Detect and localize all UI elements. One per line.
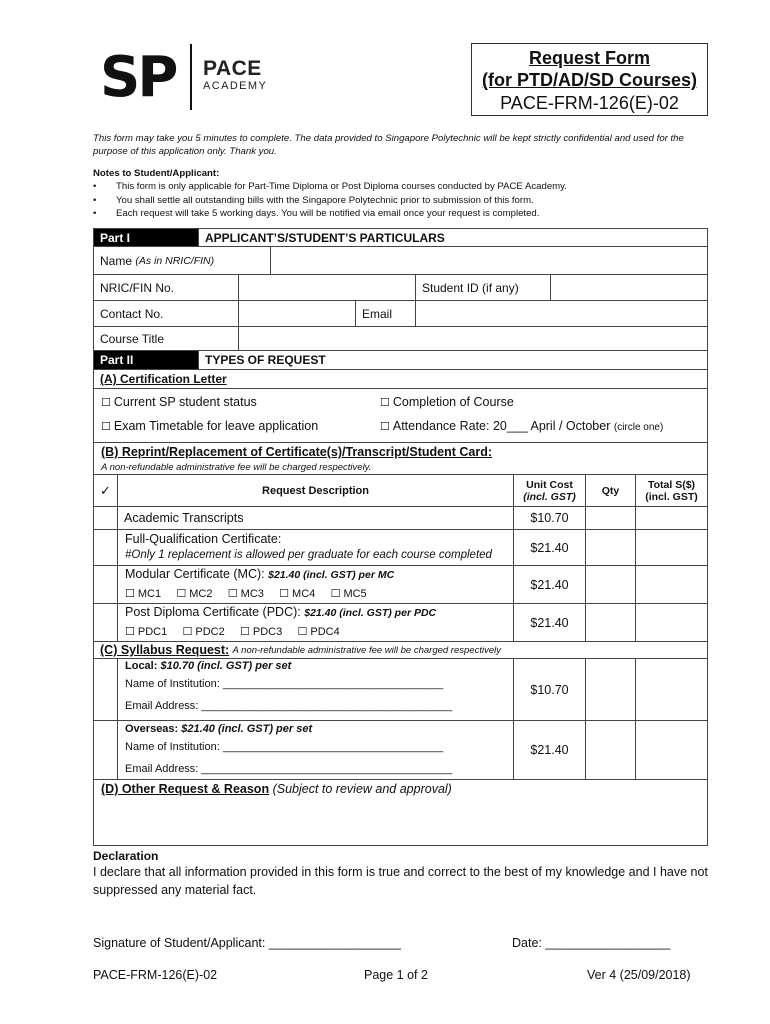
local-title-line: [125, 660, 291, 672]
mc-label: MC3: [240, 588, 264, 600]
course-label: Course Title: [93, 326, 239, 351]
section-c-heading: (C) Syllabus Request:: [100, 643, 230, 657]
part2-label: Part II: [93, 350, 199, 370]
section-b-heading-cell: [93, 442, 708, 475]
pdc-label: PDC1: [137, 626, 168, 638]
checkbox-icon: ☐: [297, 625, 308, 638]
student-id-label: Student ID (if any): [415, 274, 551, 301]
form-title-box: [471, 43, 708, 116]
option-exam-timetable[interactable]: [101, 419, 318, 433]
fullqual-check-cell[interactable]: [93, 529, 118, 566]
pdc-option[interactable]: [125, 626, 167, 638]
logo-divider: [190, 44, 192, 110]
pdc-option[interactable]: [298, 626, 340, 638]
local-qty[interactable]: [585, 658, 636, 721]
checkbox-icon: ☐: [125, 587, 135, 600]
name-hint: (As in NRIC/FIN): [135, 254, 215, 267]
sp-logo: SP: [100, 45, 176, 110]
form-subtitle: (for PTD/AD/SD Courses): [481, 70, 697, 90]
form-title: Request Form: [528, 48, 651, 68]
option-label: Exam Timetable for leave application: [113, 419, 319, 433]
part1-title: APPLICANT’S/STUDENT’S PARTICULARS: [198, 228, 708, 247]
section-a-options: [93, 388, 708, 443]
pdc-label: PDC2: [195, 626, 225, 638]
checkbox-icon: ☐: [227, 587, 238, 600]
pdc-qty[interactable]: [585, 603, 636, 642]
qty-column-header: Qty: [585, 474, 636, 507]
unit-cost-column-header: [513, 474, 586, 507]
form-code: PACE-FRM-126(E)-02: [500, 93, 679, 113]
transcript-total[interactable]: [635, 506, 708, 530]
note-item: • You shall settle all outstanding bills with the Singapore Polytechnic prior to submission of this form.: [93, 194, 713, 208]
local-title: Local:: [125, 660, 158, 672]
section-d-note: (Subject to review and approval): [272, 782, 452, 796]
total-column-header: [635, 474, 708, 507]
intro-text: This form may take you 5 minutes to complete. The data provided to Singapore Polytechnic will be kept strictly confidential and used for the purpose of this application only. Thank you.: [93, 133, 684, 157]
email-label: Email: [355, 300, 416, 327]
name-label-cell: [93, 246, 271, 275]
pdc-options: [125, 625, 340, 638]
section-c-heading-cell: [93, 641, 708, 659]
footer-version: Ver 4 (25/09/2018): [587, 968, 691, 982]
section-d-heading-line: [101, 782, 452, 796]
fullqual-desc-cell: [117, 529, 514, 566]
section-d-cell[interactable]: [93, 779, 708, 846]
fullqual-cost: $21.40: [513, 529, 586, 566]
overseas-desc-cell: [117, 720, 514, 780]
mc-option[interactable]: [228, 588, 264, 600]
contact-label: Contact No.: [93, 300, 239, 327]
section-b-heading: (B) Reprint/Replacement of Certificate(s)/Transcript/Student Card:: [101, 445, 493, 459]
total-sublabel: (incl. GST): [645, 490, 698, 503]
email-field[interactable]: [415, 300, 708, 327]
name-field[interactable]: [270, 246, 708, 275]
fullqual-total[interactable]: [635, 529, 708, 566]
checkbox-icon: ☐: [182, 625, 193, 638]
modular-desc: Modular Certificate (MC):: [125, 567, 265, 581]
mc-label: MC1: [137, 588, 162, 600]
transcript-qty[interactable]: [585, 506, 636, 530]
fullqual-qty[interactable]: [585, 529, 636, 566]
local-email-field[interactable]: Email Address: _________________________________________: [125, 700, 453, 712]
local-desc-cell: [117, 658, 514, 721]
overseas-total[interactable]: [635, 720, 708, 780]
signature-field[interactable]: Signature of Student/Applicant: ___________________: [93, 936, 401, 950]
section-b-note: A non-refundable administrative fee will be charged respectively.: [101, 462, 372, 473]
overseas-price: $21.40 (incl. GST) per set: [181, 723, 313, 735]
modular-price: $21.40 (incl. GST) per MC: [268, 569, 395, 581]
note-item: • This form is only applicable for Part-Time Diploma or Post Diploma courses conducted by PACE Academy.: [93, 180, 713, 194]
transcript-cost: $10.70: [513, 506, 586, 530]
declaration-text: I declare that all information provided in this form is true and correct to the best of my knowledge and I have not suppressed any material fact.: [93, 865, 708, 897]
overseas-institution-field[interactable]: Name of Institution: ____________________________________: [125, 741, 444, 753]
option-note: (circle one): [613, 422, 664, 433]
overseas-title-line: [125, 723, 312, 735]
notes-list: [93, 180, 713, 221]
option-label: Attendance Rate: 20___ April / October: [392, 419, 611, 433]
local-cost: $10.70: [513, 658, 586, 721]
overseas-cost: $21.40: [513, 720, 586, 780]
checkbox-icon: ☐: [101, 420, 111, 433]
notes-title: Notes to Student/Applicant:: [93, 168, 220, 179]
footer-form-code: PACE-FRM-126(E)-02: [93, 968, 218, 982]
local-total[interactable]: [635, 658, 708, 721]
pdc-desc-cell: [117, 603, 514, 642]
pdc-option[interactable]: [183, 626, 225, 638]
pdc-cost: $21.40: [513, 603, 586, 642]
checkbox-icon: ☐: [176, 587, 187, 600]
total-label: Total S($): [647, 478, 696, 491]
footer-page-number: Page 1 of 2: [364, 968, 428, 982]
date-field[interactable]: Date: __________________: [512, 936, 671, 950]
section-a-heading: (A) Certification Letter: [100, 372, 227, 386]
checkbox-icon: ☐: [101, 396, 111, 409]
overseas-check-cell[interactable]: [93, 720, 118, 780]
fullqual-desc: Full-Qualification Certificate:: [125, 532, 282, 546]
modular-total[interactable]: [635, 565, 708, 604]
transcript-desc: Academic Transcripts: [117, 506, 514, 530]
note-item: • Each request will take 5 working days. You will be notified via email once your request is completed.: [93, 207, 713, 221]
modular-qty[interactable]: [585, 565, 636, 604]
option-sp-status[interactable]: [101, 395, 257, 409]
pdc-price: $21.40 (incl. GST) per PDC: [304, 607, 437, 619]
checkbox-icon: ☐: [279, 587, 290, 600]
checkbox-icon: ☐: [380, 420, 390, 433]
section-a-heading-cell: [93, 369, 708, 389]
modular-desc-cell: [117, 565, 514, 604]
option-label: Current SP student status: [113, 395, 257, 409]
nric-label: NRIC/FIN No.: [93, 274, 239, 301]
check-column-header: ✓: [93, 474, 118, 507]
fullqual-note: #Only 1 replacement is allowed per graduate for each course completed: [125, 549, 492, 561]
pace-logo-text: PACE: [203, 57, 262, 80]
modular-desc-line: [125, 567, 394, 581]
unit-cost-sublabel: (incl. GST): [523, 490, 576, 503]
checkbox-icon: ☐: [330, 587, 341, 600]
unit-cost-label: Unit Cost: [526, 478, 573, 491]
pdc-check-cell[interactable]: [93, 603, 118, 642]
local-price: $10.70 (incl. GST) per set: [160, 660, 292, 672]
course-field[interactable]: [238, 326, 708, 351]
pdc-label: PDC3: [252, 626, 283, 638]
mc-option[interactable]: [176, 588, 212, 600]
pdc-total[interactable]: [635, 603, 708, 642]
overseas-title: Overseas:: [125, 723, 179, 735]
nric-field[interactable]: [238, 274, 416, 301]
declaration-title: Declaration: [93, 849, 159, 863]
transcript-check-cell[interactable]: [93, 506, 118, 530]
mc-label: MC5: [343, 588, 367, 600]
overseas-qty[interactable]: [585, 720, 636, 780]
part2-title: TYPES OF REQUEST: [198, 350, 708, 370]
option-attendance[interactable]: [380, 419, 663, 433]
section-d-heading: (D) Other Request & Reason: [101, 782, 270, 796]
checkbox-icon: ☐: [125, 625, 135, 638]
local-check-cell[interactable]: [93, 658, 118, 721]
contact-field[interactable]: [238, 300, 356, 327]
modular-cost: $21.40: [513, 565, 586, 604]
checkbox-icon: ☐: [240, 625, 250, 638]
academy-logo-text: ACADEMY: [203, 80, 268, 92]
mc-option[interactable]: [331, 588, 367, 600]
mc-option[interactable]: [125, 588, 161, 600]
part1-label: Part I: [93, 228, 199, 247]
pdc-desc: Post Diploma Certificate (PDC):: [125, 605, 301, 619]
student-id-field[interactable]: [550, 274, 708, 301]
overseas-email-field[interactable]: Email Address: _________________________________________: [125, 763, 453, 775]
section-c-note: A non-refundable administrative fee will be charged respectively: [232, 644, 501, 656]
mc-options: [125, 587, 367, 600]
name-label: Name: [100, 253, 133, 268]
local-institution-field[interactable]: Name of Institution: ____________________________________: [125, 678, 444, 690]
desc-column-header: Request Description: [117, 474, 514, 507]
pdc-label: PDC4: [310, 626, 340, 638]
modular-check-cell[interactable]: [93, 565, 118, 604]
mc-option[interactable]: [279, 588, 315, 600]
pdc-option[interactable]: [240, 626, 282, 638]
pdc-desc-line: [125, 605, 436, 619]
mc-label: MC2: [189, 588, 213, 600]
option-completion[interactable]: [380, 395, 514, 409]
option-label: Completion of Course: [392, 395, 514, 409]
checkbox-icon: ☐: [380, 396, 390, 409]
mc-label: MC4: [292, 588, 316, 600]
